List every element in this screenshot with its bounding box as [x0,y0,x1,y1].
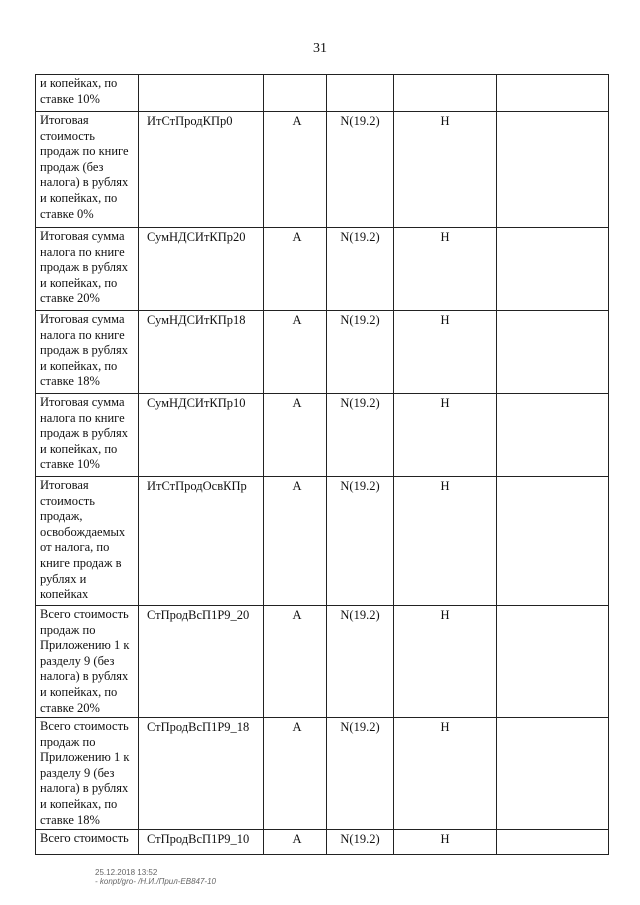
field-name-line: и копейках, по [40,275,118,290]
table-row [36,394,609,477]
field-name-line: и копейках, по [40,684,118,699]
field-required: Н [440,396,450,410]
field-name-cell [36,394,139,477]
field-name-line: и копейках, по [40,441,118,456]
field-required-cell [394,830,497,855]
field-name [36,718,138,828]
field-type: А [292,396,302,410]
table-row [36,718,609,830]
field-extra-cell [497,606,609,718]
field-name-line: продаж по [40,734,96,749]
field-format-cell [327,477,394,606]
field-code: ИтСтПродКПр0 [147,114,233,128]
field-code-cell [139,311,264,394]
field-name-line: ставке 18% [40,374,100,389]
table-row [36,228,609,311]
field-name [36,228,138,307]
field-type: А [292,832,302,846]
field-code [139,75,263,77]
field-name-line: налога) в рублях [40,669,129,684]
field-required: Н [440,230,450,244]
field-code-cell [139,477,264,606]
field-format: N(19.2) [340,114,380,128]
field-name-cell [36,718,139,830]
field-name-cell [36,606,139,718]
table-row [36,311,609,394]
field-type-cell [264,606,327,718]
field-extra-cell [497,112,609,228]
field-name-line: ставке 10% [40,91,100,106]
field-type-cell [264,75,327,112]
field-required: Н [440,114,450,128]
field-name-line: продаж в рублях [40,426,128,441]
field-required: Н [440,479,450,493]
field-type-cell [264,830,327,855]
field-format-cell [327,718,394,830]
field-name-line: освобождаемых [40,524,126,539]
field-name-line: ставке 20% [40,291,100,306]
field-format: N(19.2) [340,479,380,493]
field-name-line: Всего стоимость [40,719,129,733]
field-type: А [292,720,302,734]
field-name-line: ставке 10% [40,457,100,472]
field-format: N(19.2) [340,608,380,622]
field-name-line: Приложению 1 к [40,750,130,765]
field-extra-cell [497,718,609,830]
field-name-line: от налога, по [40,540,110,555]
field-format-cell [327,606,394,718]
field-code-cell [139,394,264,477]
field-name-cell [36,311,139,394]
field-code: СтПродВсП1Р9_20 [147,608,250,622]
field-type-cell [264,477,327,606]
field-required: Н [440,832,450,846]
field-required-cell [394,394,497,477]
field-name [36,311,138,390]
field-name-cell [36,830,139,855]
field-required: Н [440,313,450,327]
field-name-line: Итоговая сумма [40,312,125,326]
field-format-cell [327,311,394,394]
field-format: N(19.2) [340,720,380,734]
table-row [36,606,609,718]
field-name [36,477,138,603]
field-format [327,75,393,77]
field-name-line: налога) в рублях [40,175,129,190]
field-name-cell [36,228,139,311]
field-name-line: стоимость [40,493,95,508]
field-format-cell [327,75,394,112]
field-name-line: налога по книге [40,327,125,342]
field-extra-cell [497,830,609,855]
field-name [36,394,138,473]
field-format-cell [327,112,394,228]
field-format: N(19.2) [340,832,380,846]
field-type [264,75,326,77]
field-name [36,75,138,107]
field-name-line: книге продаж в [40,555,122,570]
field-code-cell [139,830,264,855]
field-name-line: ставке 0% [40,206,94,221]
field-name-line: налога по книге [40,244,125,259]
field-format-cell [327,228,394,311]
field-type-cell [264,228,327,311]
field-name-line: Приложению 1 к [40,638,130,653]
field-format-cell [327,830,394,855]
field-required-cell [394,228,497,311]
field-required-cell [394,718,497,830]
field-extra-cell [497,477,609,606]
field-required: Н [440,608,450,622]
field-name [36,830,138,847]
table-row [36,112,609,228]
field-name-line: Итоговая сумма [40,395,125,409]
field-code: СумНДСИтКПр18 [147,313,246,327]
field-name-cell [36,112,139,228]
field-code: СтПродВсП1Р9_10 [147,832,250,846]
field-type-cell [264,394,327,477]
field-name-line: копейках [40,587,89,602]
field-code: СумНДСИтКПр20 [147,230,246,244]
print-reference: - konpt/gro- /Н.И./Прил-ЕВ847-10 [95,877,216,886]
table-row [36,75,609,112]
field-type: А [292,230,302,244]
field-code: СумНДСИтКПр10 [147,396,246,410]
field-type: А [292,313,302,327]
field-name-line: продаж по книге [40,144,129,159]
page-number: 31 [313,41,327,56]
field-extra-cell [497,311,609,394]
field-name-line: ставке 18% [40,812,100,827]
field-code-cell [139,112,264,228]
field-name-line: Итоговая [40,478,89,492]
fields-table [35,74,609,855]
table-row [36,830,609,855]
field-name-cell [36,75,139,112]
field-name-line: и копейках, по [40,796,118,811]
field-code-cell [139,228,264,311]
field-code-cell [139,718,264,830]
field-type: А [292,114,302,128]
field-type-cell [264,311,327,394]
field-name-line: продаж в рублях [40,260,128,275]
field-extra-cell [497,228,609,311]
field-name-line: рублях и [40,571,87,586]
field-name-line: Всего стоимость [40,831,129,845]
field-type-cell [264,112,327,228]
field-name [36,112,138,222]
field-name-line: налога) в рублях [40,781,129,796]
field-extra-cell [497,75,609,112]
field-name-line: стоимость [40,128,95,143]
field-name-line: разделу 9 (без [40,765,115,780]
table-row [36,477,609,606]
field-type: А [292,608,302,622]
field-name [36,606,138,716]
print-timestamp: 25.12.2018 13:52 [95,868,158,877]
field-name-line: ставке 20% [40,700,100,715]
field-code: ИтСтПродОсвКПр [147,479,247,493]
field-code: СтПродВсП1Р9_18 [147,720,250,734]
field-required-cell [394,311,497,394]
field-required-cell [394,112,497,228]
field-name-line: Всего стоимость [40,607,129,621]
field-name-line: и копейках, по [40,76,118,90]
field-name-line: и копейках, по [40,358,118,373]
field-name-line: разделу 9 (без [40,653,115,668]
field-name-line: Итоговая сумма [40,229,125,243]
field-type-cell [264,718,327,830]
field-format-cell [327,394,394,477]
field-name-line: и копейках, по [40,190,118,205]
field-code-cell [139,606,264,718]
field-required [394,75,496,77]
field-required: Н [440,720,450,734]
field-format: N(19.2) [340,313,380,327]
field-required-cell [394,75,497,112]
field-name-line: продаж (без [40,159,104,174]
field-name-line: налога по книге [40,410,125,425]
field-name-line: продаж по [40,622,96,637]
field-extra-cell [497,394,609,477]
field-format: N(19.2) [340,230,380,244]
field-code-cell [139,75,264,112]
field-name-line: продаж в рублях [40,343,128,358]
print-footer [95,868,216,886]
field-format: N(19.2) [340,396,380,410]
field-name-cell [36,477,139,606]
field-name-line: Итоговая [40,113,89,127]
field-required-cell [394,606,497,718]
field-type: А [292,479,302,493]
field-name-line: продаж, [40,509,83,524]
field-required-cell [394,477,497,606]
